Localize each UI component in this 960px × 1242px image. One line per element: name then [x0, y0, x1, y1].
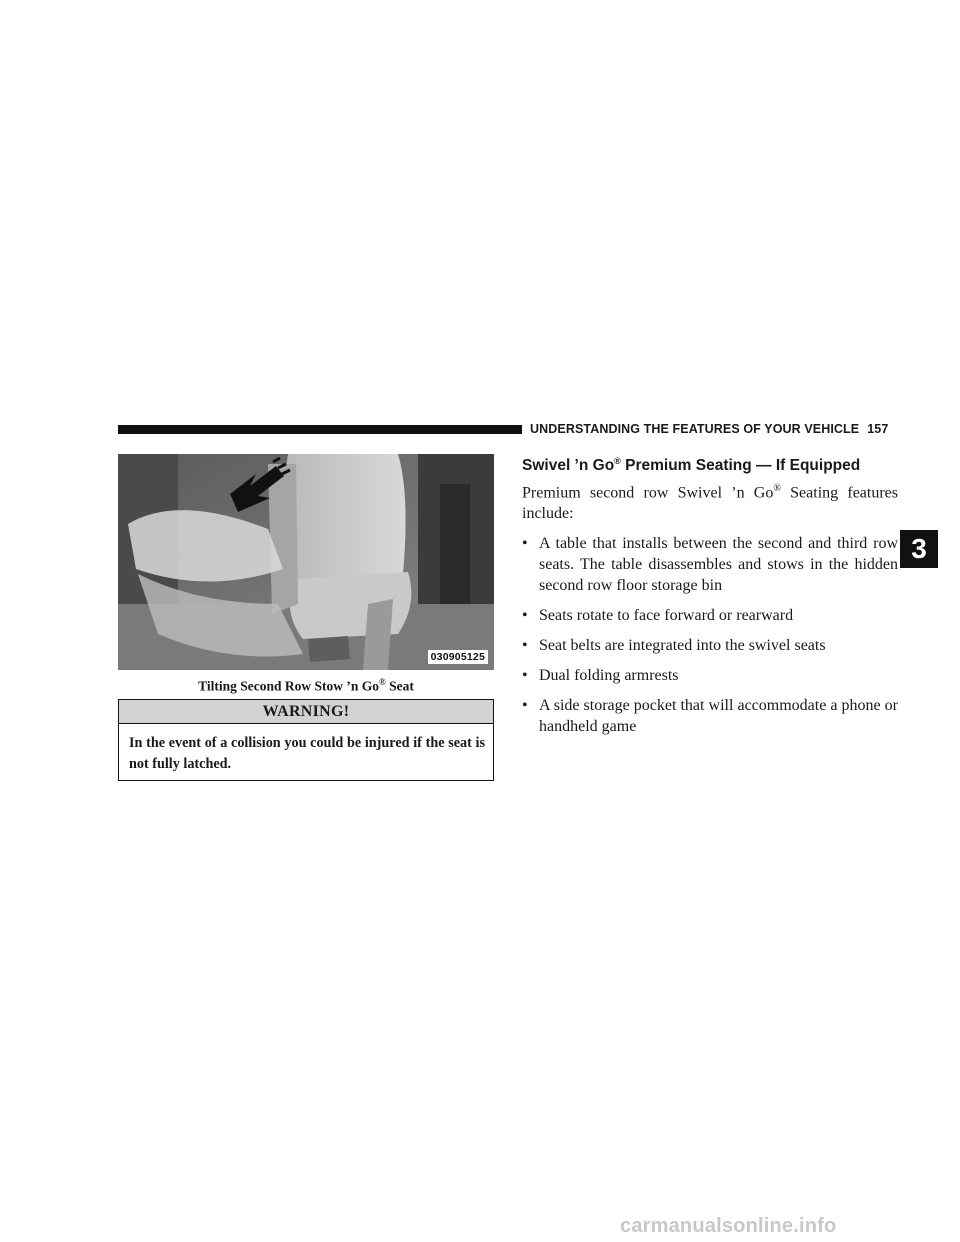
list-item: [522, 665, 898, 686]
caption-registered-mark: ®: [379, 677, 386, 687]
list-item-text: Seat belts are integrated into the swivel seats: [539, 637, 826, 655]
header-rule: [118, 425, 522, 434]
list-item: [522, 695, 898, 737]
figure-caption: [118, 677, 494, 695]
swivel-section: [522, 450, 898, 737]
list-item-text: Dual folding armrests: [539, 667, 679, 685]
caption-end: Seat: [385, 678, 414, 694]
intro-registered-mark: ®: [773, 483, 781, 495]
section-heading-main: Swivel ’n Go: [522, 457, 615, 475]
seat-photo: [118, 454, 494, 670]
feature-list: [522, 533, 898, 737]
header-title: UNDERSTANDING THE FEATURES OF YOUR VEHICLE: [530, 422, 860, 436]
section-heading: [522, 450, 898, 477]
image-id-label: 030905125: [428, 650, 488, 664]
heading-registered-mark: ®: [614, 456, 621, 466]
list-item-text: A table that installs between the second and third row seats. The table disassembles and stows in the hidden second row floor storage bin: [539, 535, 898, 595]
watermark-text: carmanualsonline.info: [620, 1215, 837, 1237]
bullet-icon: •: [522, 667, 528, 685]
caption-main: Tilting Second Row Stow ’n Go: [198, 678, 380, 694]
chapter-tab: 3: [900, 530, 938, 568]
bullet-icon: •: [522, 607, 528, 625]
intro-main: Premium second row Swivel ’n Go: [522, 484, 774, 502]
intro-end: Seating features include:: [522, 484, 898, 523]
list-item: [522, 533, 898, 596]
running-header: [530, 422, 910, 436]
list-item-text: A side storage pocket that will accommodate a phone or handheld game: [539, 697, 898, 736]
warning-title: WARNING!: [119, 700, 493, 724]
section-heading-end: Premium Seating — If Equipped: [620, 457, 861, 475]
warning-text: In the event of a collision you could be injured if the seat is not fully latched.: [129, 735, 485, 772]
list-item: [522, 605, 898, 626]
page-number: 157: [867, 422, 889, 436]
seat-illustration: [118, 454, 494, 670]
bullet-icon: •: [522, 637, 528, 655]
section-intro: [522, 478, 898, 524]
warning-box: [118, 699, 494, 781]
bullet-icon: •: [522, 535, 528, 553]
list-item: [522, 635, 898, 656]
list-item-text: Seats rotate to face forward or rearward: [539, 607, 794, 625]
bullet-icon: •: [522, 697, 528, 715]
